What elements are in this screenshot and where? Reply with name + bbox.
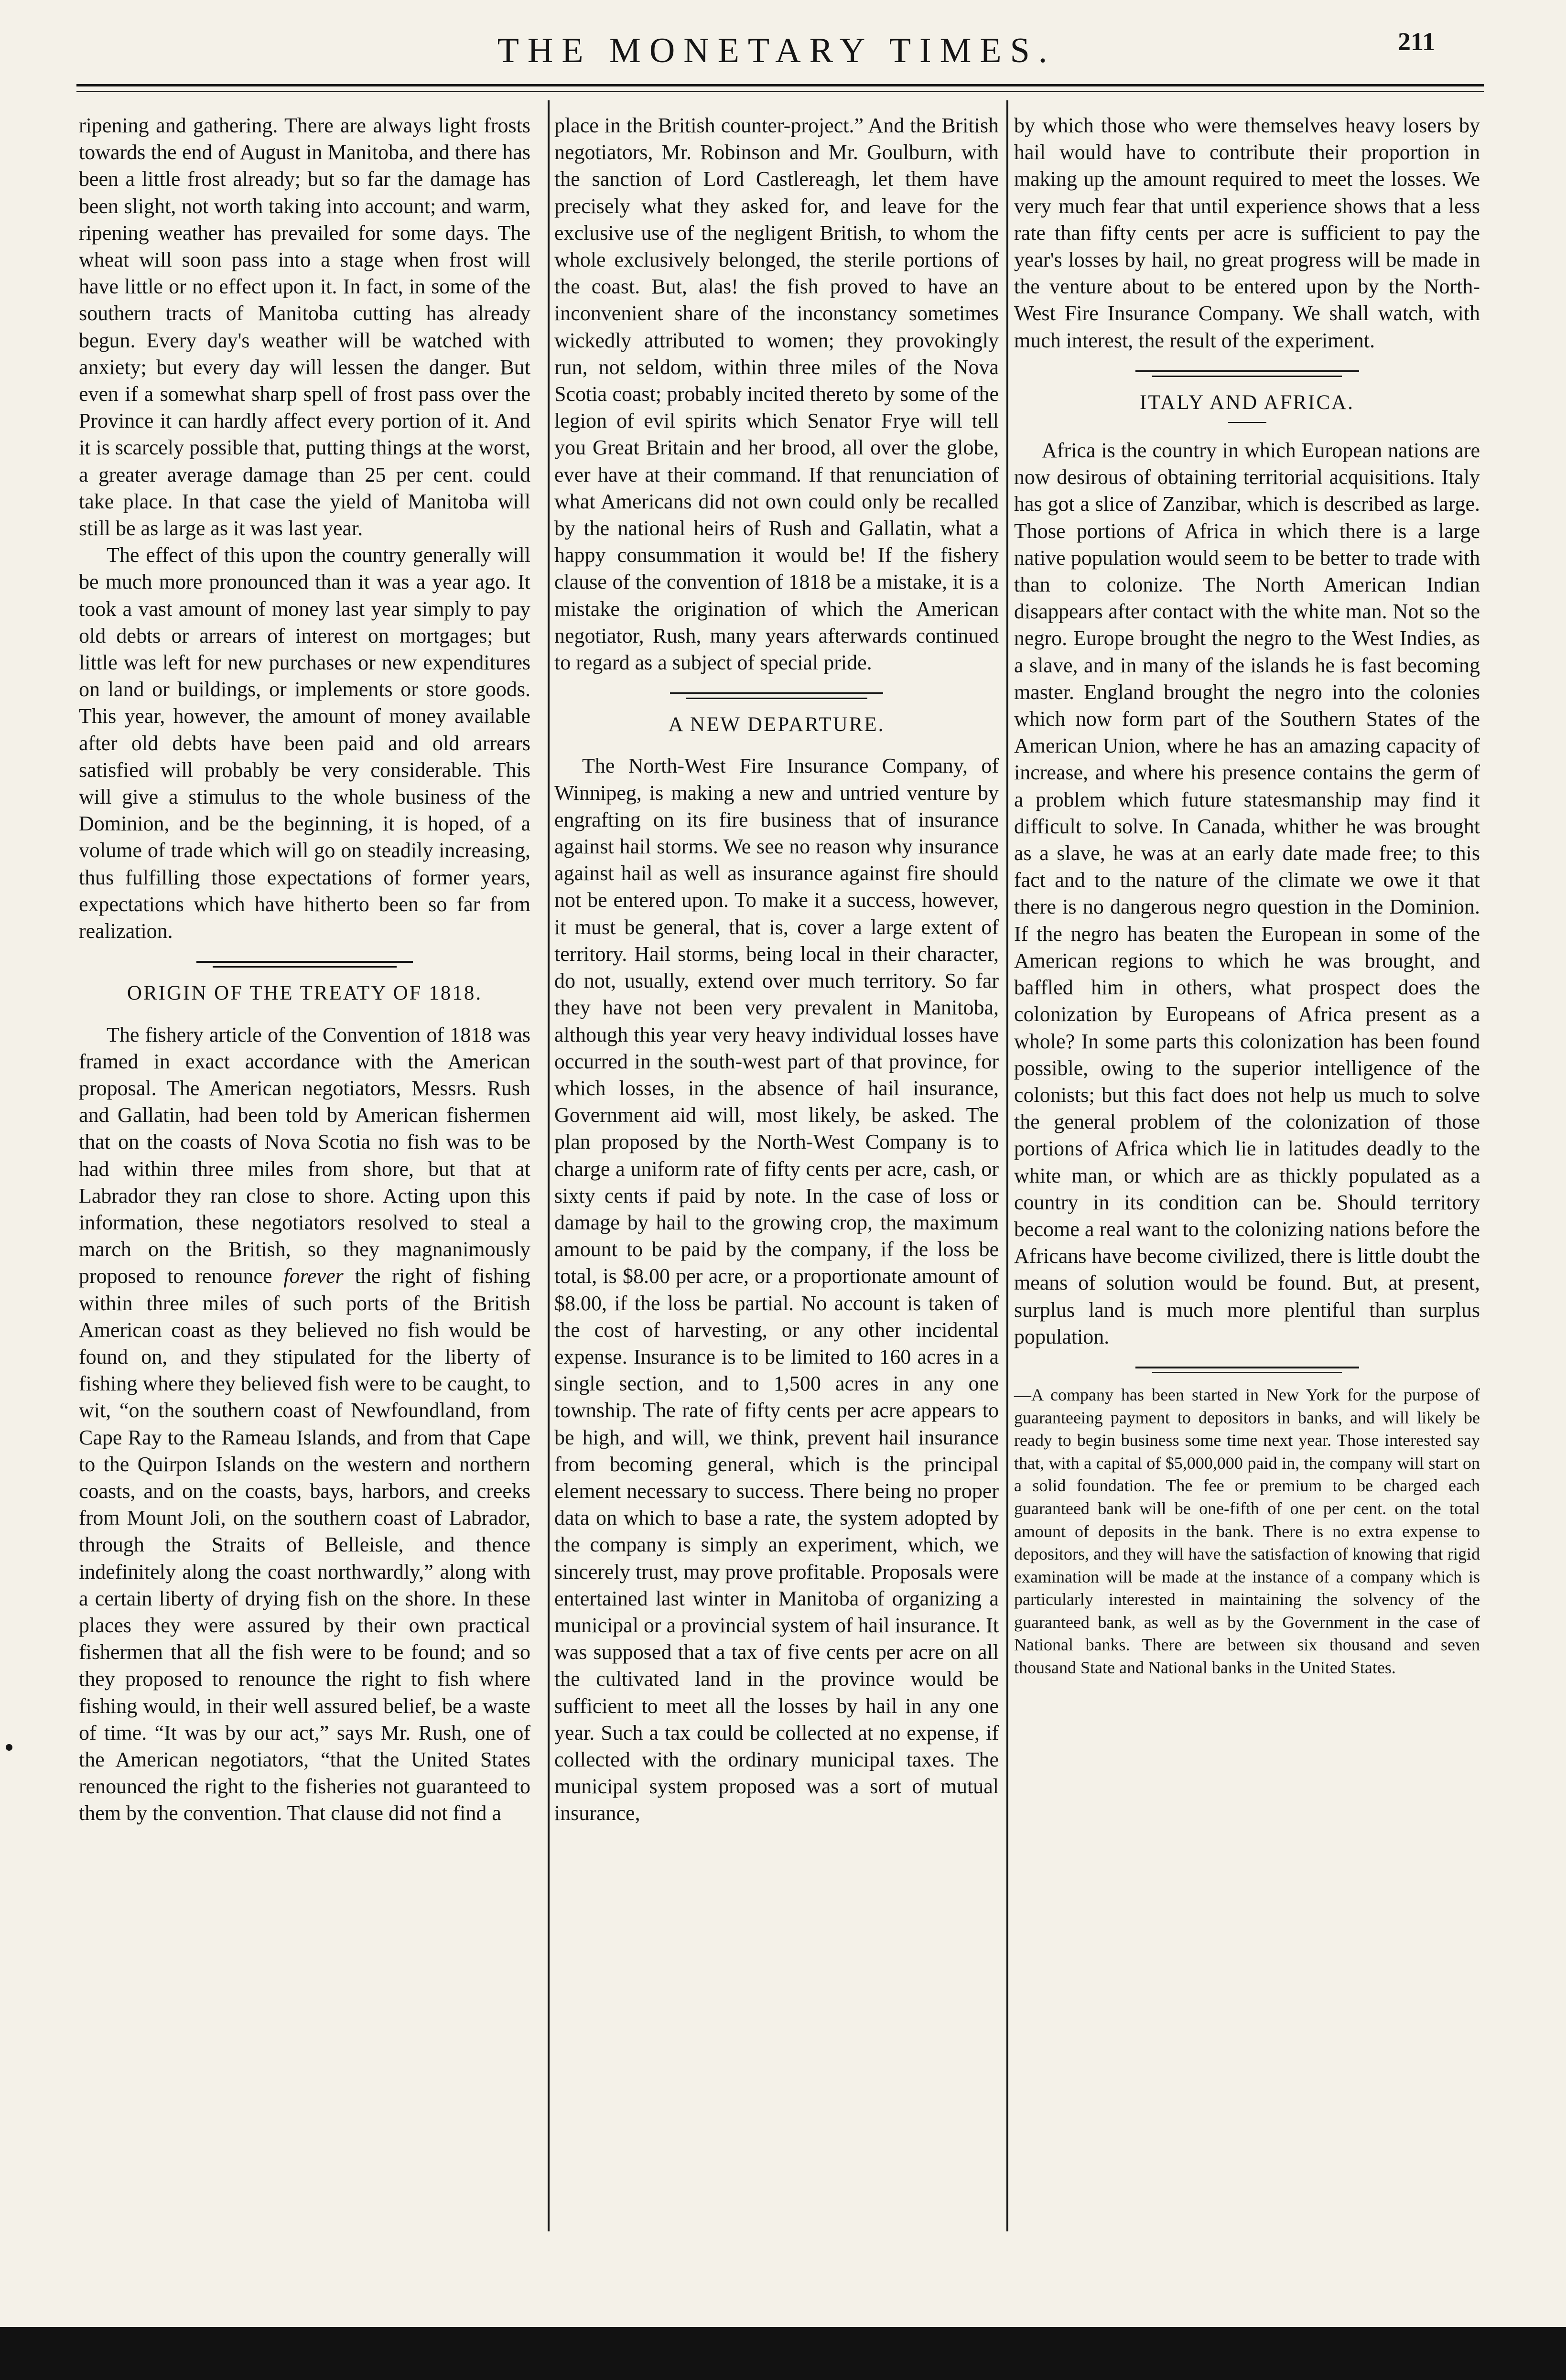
heading-underline (1228, 422, 1266, 423)
news-item (1014, 1384, 1480, 1680)
article-paragraph: The North-West Fire Insurance Company, of Winnipeg, is making a new and untried venture by engrafting on its fire business that of insurance against hail storms. We see no reason why insurance against hail as well as insurance against fire should not be entered upon. To make it a success, however, it must be general, that is, cover a large extent of territory. Hail storms, being local in their character, do not, usually, extend over much territory. So far they have not been very prevalent in Manitoba, although this year very heavy individual losses have occurred in the south-west part of that province, for which losses, in the absence of hail insurance, Government aid will, most likely, be asked. The plan proposed by the North-West Company is to charge a uniform rate of fifty cents per acre, cash, or sixty cents if paid by note. In the case of loss or damage by hail to the growing crop, the maximum amount to be paid by the company, if the loss be total, is $8.00 per acre, or a proportionate amount of $8.00, if the loss be partial. No account is taken of the cost of harvesting, or any other incidental expense. Insurance is to be limited to 160 acres in a single section, and to 1,500 acres in any one township. The rate of fifty cents per acre appears to be high, and will, we think, prevent hail insurance from becoming general, which is the principal element necessary to success. There being no proper data on which to base a rate, the system adopted by the company is simply an experiment, which, we sincerely trust, may prove profitable. Proposals were entertained last winter in Manitoba of organizing a municipal or a provincial system of hail insurance. It was supposed that a tax of five cents per acre on all the cultivated land in the province would be sufficient to meet all the losses by hail in any one year. Such a tax could be collected at no expense, if collected with the ordinary municipal taxes. The municipal system proposed was a sort of mutual insurance, (554, 754, 999, 1825)
article-paragraph: The effect of this upon the country generally will be much more pronounced than it was a year ago. It took a vast amount of money last year simply to pay old debts or arrears of interest on mortgages; but little was left for new purchases or new expenditures on land or buildings, or implements or store goods. This year, however, the amount of money available after old debts have been paid and old arrears satisfied will probably be very considerable. This will give a stimulus to the whole business of the Dominion, and be the beginning, it is hoped, of a volume of trade which will go on steadily increasing, thus fulfilling those expectations of former years, expectations which have hitherto been so far from realization. (79, 543, 530, 943)
article-paragraph: ripening and gathering. There are always light frosts towards the end of August in Manitoba, and there has been a little frost already; but so far the damage has been slight, not worth taking into account; and warm, ripening weather has prevailed for some days. The wheat will soon pass into a stage when frost will have little or no effect upon it. In fact, in some of the southern tracts of Manitoba cutting has already begun. Every day's weather will be watched with anxiety; but every day will lessen the danger. But even if a somewhat sharp spell of frost pass over the Province it can hardly affect every portion of it. And it is scarcely possible that, putting things at the worst, a greater average damage than 25 per cent. could take place. In that case the yield of Manitoba will still be as large as it was last year. (79, 114, 530, 540)
column-3 (1014, 112, 1480, 1680)
column-rule-2 (1006, 100, 1008, 2231)
section-divider (1135, 370, 1359, 377)
section-divider (1135, 1367, 1359, 1373)
article-heading-new-departure: A NEW DEPARTURE. (668, 713, 885, 736)
text-run: the right of fishing within three miles of such ports of the British American coast as they believed no fish would be found on, and they stipulated for the liberty of fishing where they believed fish were to be caught, to wit, “on the southern coast of Newfoundland, from Cape Ray to the Rameau Islands, and from that Cape to the Quirpon Islands on the western and northern coasts, and on the coasts, bays, harbors, and creeks from Mount Joli, on the southern coast of Labrador, through the Straits of Belleisle, and thence indefinitely along the coast northwardly,” along with a certain liberty of drying fish on the shore. In these places they were assured by their own practical fishermen that all the fish were to be found; and so they proposed to renounce the right to fish where fishing would, in their well assured belief, be a waste of time. “It was by our act,” says Mr. Rush, one of the American negotiators, “that the United States renounced the right to the fisheries not guaranteed to them by the convention. That clause did not find a (79, 1264, 531, 1825)
text-run: The fishery article of the Convention of 1818 was framed in exact accordance with the American proposal. The American negotiators, Messrs. Rush and Gallatin, had been told by American fishermen that on the coasts of Nova Scotia no fish was to be had within three miles from shore, but that at Labrador they ran close to shore. Acting upon this information, these negotiators resolved to steal a march on the British, so they magnanimously proposed to renounce (79, 1023, 530, 1288)
article-paragraph: —A company has been started in New York for the purpose of guaranteeing payment to depositors in banks, and will likely be ready to begin business some time next year. Those interested say that, with a capital of $5,000,000 paid in, the company will start on a solid foundation. The fee or premium to be charged each guaranteed bank will be one-fifth of one per cent. on the total amount of deposits in the bank. There is no extra expense to depositors, and they will have the satisfaction of knowing that rigid examination will be made at the instance of a company which is particularly interested in maintaining the solvency of the guaranteed bank, as well as by the Government in the case of National banks. There are between six thousand and seven thousand State and National banks in the United States. (1014, 1385, 1480, 1678)
article-heading-italy-africa: ITALY AND AFRICA. (1140, 391, 1354, 414)
masthead-rule-thin (76, 91, 1484, 92)
article-heading-treaty: ORIGIN OF THE TREATY OF 1818. (127, 982, 483, 1005)
article-paragraph: by which those who were themselves heavy losers by hail would have to contribute their proportion in making up the amount required to meet the losses. We very much fear that until experience shows that a less rate than fifty cents per acre is sufficient to pay the year's losses by hail, no great progress will be made in the venture about to be entered upon by the North-West Fire Insurance Company. We shall watch, with much interest, the result of the experiment. (1014, 114, 1480, 352)
masthead-title: THE MONETARY TIMES. (497, 31, 1056, 70)
column-2 (554, 112, 999, 1827)
article-paragraph (79, 1022, 530, 1827)
section-divider (196, 961, 413, 968)
page-number: 211 (1398, 27, 1436, 56)
article-paragraph: place in the British counter-project.” And the British negotiators, Mr. Robinson and Mr. Goulburn, with the sanction of Lord Castlereagh, let them have precisely what they asked for, and leave for the exclusive use of the negligent British, to whom the whole exclusively belonged, the sterile portions of the coast. But, alas! the fish proved to have an inconvenient share of the inconstancy sometimes wickedly attributed to women; they provokingly run, not seldom, within three miles of the Nova Scotia coast; probably incited thereto by some of the legion of evil spirits which Senator Frye will tell you Great Britain and her brood, all over the globe, ever have at their command. If that renunciation of what Americans did not own could only be recalled by the national heirs of Rush and Gallatin, what a happy consummation it would be! If the fishery clause of the convention of 1818 be a mistake, it is a mistake the origination of which the American negotiator, Rush, many years afterwards continued to regard as a subject of special pride. (554, 114, 999, 675)
column-rule-1 (548, 100, 550, 2231)
section-divider (670, 692, 883, 699)
margin-mark (6, 1744, 12, 1751)
emphasis-text: forever (283, 1264, 344, 1288)
article-paragraph: Africa is the country in which European nations are now desirous of obtaining territorial acquisitions. Italy has got a slice of Zanzibar, which is described as large. Those portions of Africa in which there is a large native population would seem to be better to trade with than to colonize. The North American Indian disappears after contact with the white man. Not so the negro. Europe brought the negro to the West Indies, as a slave, and in many of the islands he is fast becoming master. England brought the negro into the colonies which now form part of the Southern States of the American Union, where he has an amazing capacity of increase, and where his presence contains the germ of a problem which future statesmanship may find it difficult to solve. In Canada, whither he was brought as a slave, he was at an early date made free; to this fact and to the nature of the climate we owe it that there is no dangerous negro question in the Dominion. If the negro has beaten the European in some of the American regions to which he was brought, and baffled him in others, what prospect does the colonization by Europeans of Africa present as a whole? In some parts this colonization has been found possible, owing to the superior intelligence of the colonists; but this fact does not help us much to solve the general problem of the colonization of those portions of Africa which lie in latitudes deadly to the white man, or which are as thickly populated as a country in its condition can be. Should territory become a real want to the colonizing nations before the Africans have become civilized, there is little doubt the means of solution would be found. But, at present, surplus land is much more plentiful than surplus population. (1014, 439, 1480, 1348)
masthead-rule-thick (76, 84, 1484, 86)
scan-edge (0, 2327, 1566, 2380)
column-1 (79, 112, 530, 1827)
